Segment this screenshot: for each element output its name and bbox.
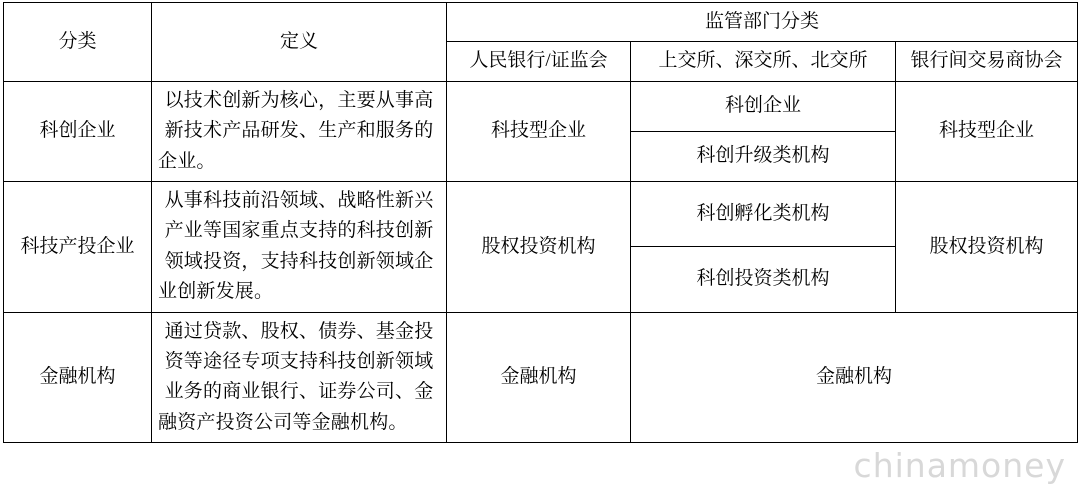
- cell-namfi: 股权投资机构: [896, 181, 1078, 312]
- cell-definition: 从事科技前沿领域、战略性新兴产业等国家重点支持的科技创新领域投资，支持科技创新领域企业创新发展。: [152, 181, 447, 312]
- cell-exchanges-2: 科创投资类机构: [631, 247, 896, 312]
- table-header: [4, 3, 1078, 82]
- header-pboc-csrc: 人民银行/证监会: [447, 42, 631, 81]
- header-category: 分类: [4, 3, 152, 82]
- table-row: [4, 81, 1078, 131]
- cell-category: 科技产投企业: [4, 181, 152, 312]
- cell-exchanges-1: 科创企业: [631, 81, 896, 131]
- cell-category: 科创企业: [4, 81, 152, 181]
- cell-pboc-csrc: 科技型企业: [447, 81, 631, 181]
- cell-category: 金融机构: [4, 312, 152, 443]
- cell-namfi: 科技型企业: [896, 81, 1078, 181]
- header-regulator-group: 监管部门分类: [447, 3, 1078, 42]
- cell-exchanges-1: 金融机构: [631, 312, 1078, 443]
- cell-exchanges-2: 科创升级类机构: [631, 131, 896, 181]
- cell-exchanges-1: 科创孵化类机构: [631, 181, 896, 246]
- table-document: [0, 2, 1080, 491]
- table-body: [4, 81, 1078, 442]
- cell-pboc-csrc: 金融机构: [447, 312, 631, 443]
- watermark: chinamoney: [853, 446, 1066, 485]
- cell-definition: 通过贷款、股权、债券、基金投资等途径专项支持科技创新领域业务的商业银行、证券公司、金融资产投资公司等金融机构。: [152, 312, 447, 443]
- table-row: [4, 312, 1078, 443]
- header-row-top: [4, 3, 1078, 42]
- header-namfi: 银行间交易商协会: [896, 42, 1078, 81]
- table-row: [4, 181, 1078, 246]
- classification-table: [3, 2, 1078, 443]
- header-exchanges: 上交所、深交所、北交所: [631, 42, 896, 81]
- cell-pboc-csrc: 股权投资机构: [447, 181, 631, 312]
- cell-definition: 以技术创新为核心，主要从事高新技术产品研发、生产和服务的企业。: [152, 81, 447, 181]
- header-definition: 定义: [152, 3, 447, 82]
